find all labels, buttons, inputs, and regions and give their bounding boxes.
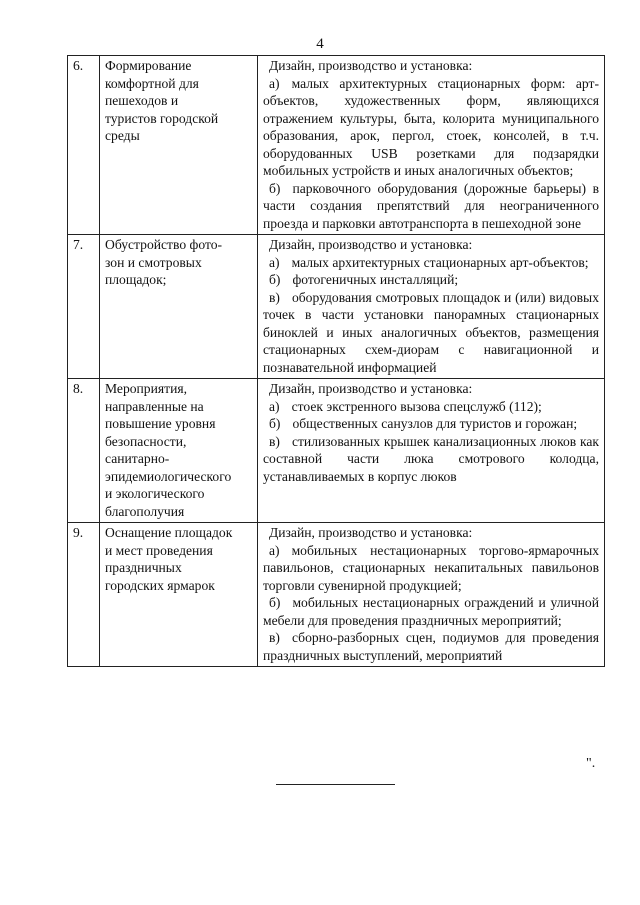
row-number: 9.: [68, 523, 100, 667]
table-row: [68, 379, 605, 523]
table-row: [68, 235, 605, 379]
table-row: [68, 56, 605, 235]
description-intro: Дизайн, производство и установка:: [269, 525, 473, 540]
item-text: парковочного оборудования (дорожные барьеры) в части создания препятствий для неограниченного проезда и парковки автотранспорта в пешеходной зоне: [263, 180, 599, 231]
item-marker: б): [269, 416, 281, 431]
item-marker: а): [269, 254, 280, 270]
description-intro: Дизайн, производство и установка:: [269, 237, 473, 252]
item-marker: в): [269, 289, 280, 305]
item-marker: б): [269, 180, 281, 196]
item-text: малых архитектурных стационарных арт-объектов;: [291, 254, 589, 270]
description-item: [263, 415, 599, 433]
item-marker: б): [269, 595, 281, 610]
item-text: общественных санузлов для туристов и горожан;: [292, 416, 578, 431]
page-number: 4: [316, 36, 324, 52]
description-item: [263, 629, 599, 664]
description-item: [263, 594, 599, 629]
description-item: [263, 289, 599, 377]
closing-quote: ".: [586, 756, 596, 771]
item-marker: б): [269, 272, 281, 287]
measure-description: [258, 235, 605, 379]
item-text: мобильных нестационарных торгово-ярмарочных павильонов, стационарных некапитальных павильонов торговли сувенирной продукцией;: [263, 542, 599, 593]
measures-table: [67, 55, 605, 667]
description-intro: Дизайн, производство и установка:: [269, 381, 473, 396]
description-item: [263, 271, 599, 289]
item-marker: в): [269, 433, 280, 449]
description-item: [263, 433, 599, 486]
item-text: малых архитектурных стационарных форм: арт-объектов, художественных форм, являющихся отражением культуры, быта, колорита муниципального образования, арок, пергол, стоек, консолей, в т.ч. оборудованных USB розетками для подзарядки мобильных устройств и иных аналогичных объектов;: [263, 75, 599, 178]
item-marker: а): [269, 542, 280, 558]
description-item: [263, 254, 599, 272]
row-number: 7.: [68, 235, 100, 379]
description-intro: Дизайн, производство и установка:: [269, 58, 473, 73]
end-separator-line: [276, 784, 395, 785]
measure-description: [258, 56, 605, 235]
item-text: стоек экстренного вызова спецслужб (112);: [291, 398, 542, 414]
row-number: 8.: [68, 379, 100, 523]
row-number: 6.: [68, 56, 100, 235]
measure-description: [258, 379, 605, 523]
item-marker: в): [269, 630, 280, 645]
description-item: [263, 75, 599, 180]
item-text: сборно-разборных сцен, подиумов для проведения праздничных выступлений, мероприятий: [263, 630, 599, 663]
item-marker: а): [269, 75, 280, 91]
measure-description: [258, 523, 605, 667]
measure-name: Обустройство фото- зон и смотровых площадок;: [100, 235, 258, 379]
measure-name: Оснащение площадок и мест проведения праздничных городских ярмарок: [100, 523, 258, 667]
description-item: [263, 398, 599, 416]
item-text: фотогеничных инсталляций;: [292, 272, 459, 287]
measure-name: Мероприятия, направленные на повышение уровня безопасности, санитарно- эпидемиологического и экологического благополучия: [100, 379, 258, 523]
item-text: стилизованных крышек канализационных люков как составной части люка смотрового колодца, устанавливаемых в корпус люков: [263, 433, 599, 484]
item-text: мобильных нестационарных ограждений и уличной мебели для проведения праздничных мероприятий;: [263, 595, 599, 628]
table-body: [68, 56, 605, 667]
item-text: оборудования смотровых площадок и (или) видовых точек в части установки панорамных стационарных биноклей и иных аналогичных объектов, размещения стационарных схем-диорам с навигационной и познавательной информацией: [263, 289, 599, 375]
measure-name: Формирование комфортной для пешеходов и туристов городской среды: [100, 56, 258, 235]
table-row: [68, 523, 605, 667]
description-item: [263, 180, 599, 233]
description-item: [263, 542, 599, 595]
item-marker: а): [269, 398, 280, 414]
